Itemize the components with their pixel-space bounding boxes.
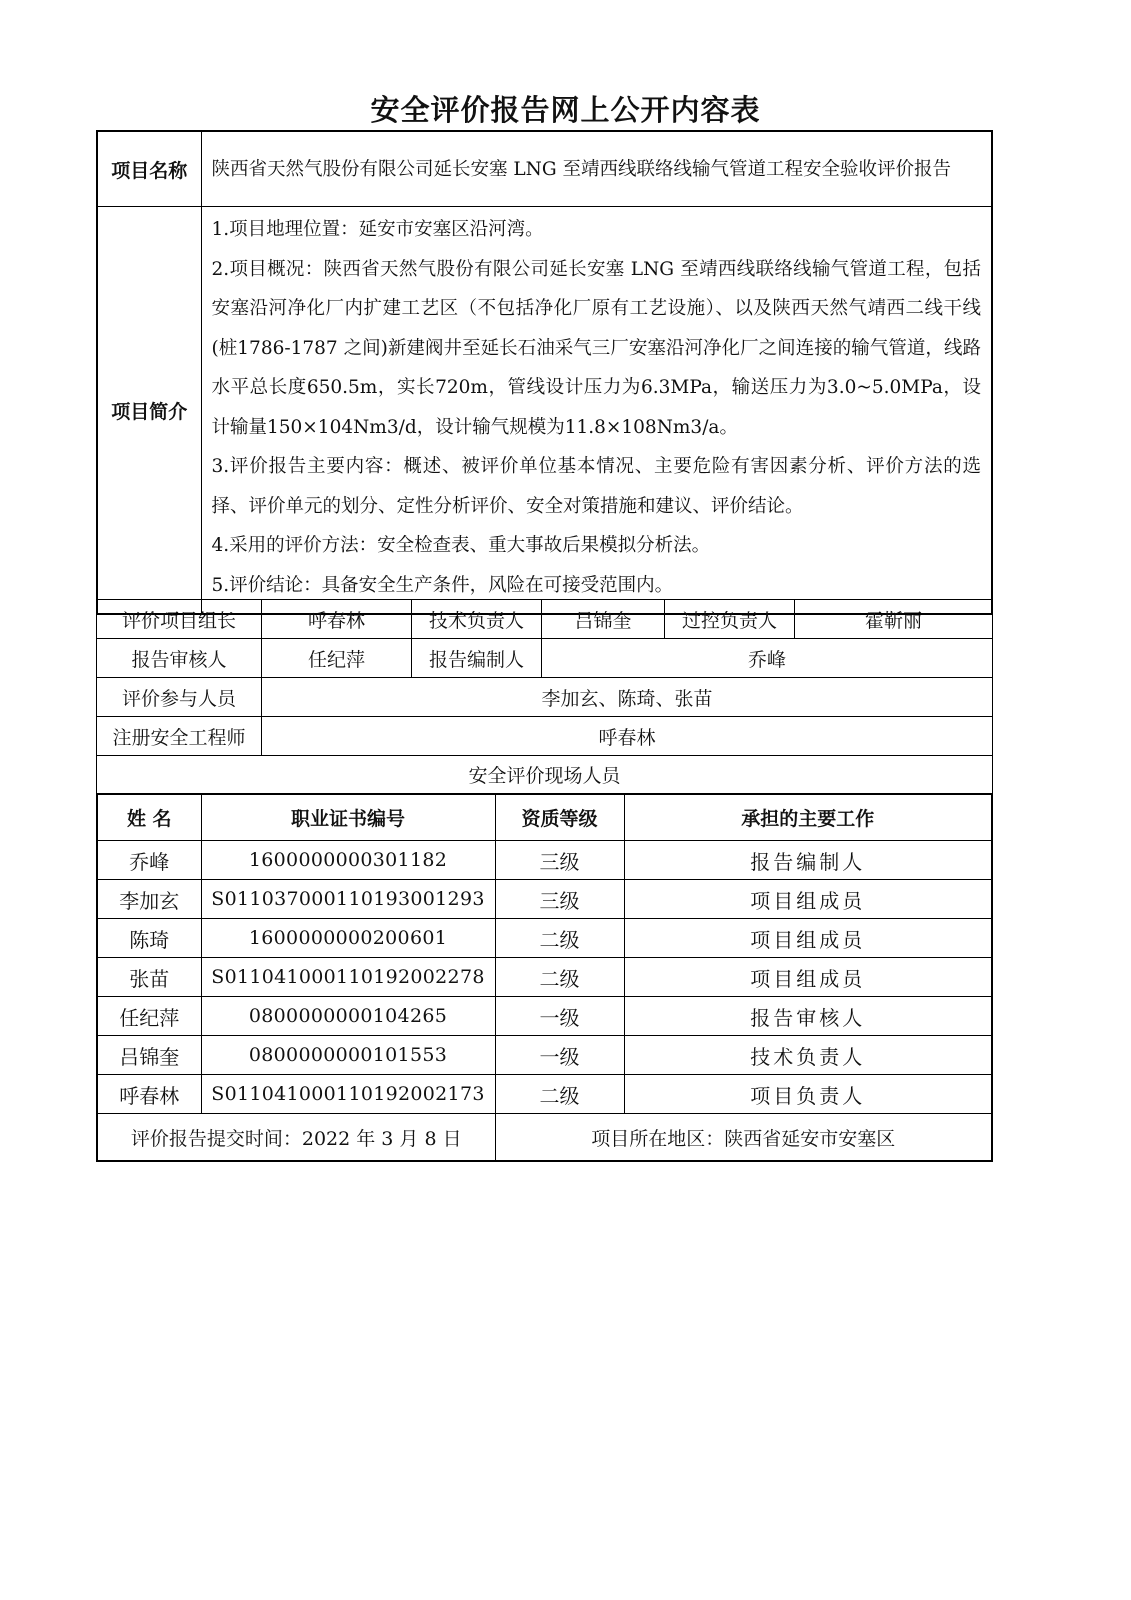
- header-cert-number: 职业证书编号: [201, 794, 495, 841]
- staff-work: 项目组成员: [624, 880, 992, 919]
- intro-paragraph: 2.项目概况：陕西省天然气股份有限公司延长安塞 LNG 至靖西线联络线输气管道工程，包括安塞沿河净化厂内扩建工艺区（不包括净化厂原有工艺设施）、以及陕西天然气靖西二线干线(桩1786-1787 之间)新建阀井至延长石油采气三厂安塞沿河净化厂之间连接的输气管道，线路水平总长度650.5m，实长720m，管线设计压力为6.3MPa，输送压力为3.0~5.0MPa，设计输量150×104Nm3/d，设计输气规模为11.8×108Nm3/a。: [211, 258, 981, 438]
- participants-label: 评价参与人员: [97, 678, 262, 717]
- staff-name: 吕锦奎: [97, 1036, 201, 1075]
- staff-cert-number: S011041000110192002173: [201, 1075, 495, 1114]
- header-qualification: 资质等级: [495, 794, 624, 841]
- staff-work: 技术负责人: [624, 1036, 992, 1075]
- staff-qualification: 一级: [495, 997, 624, 1036]
- staff-name: 呼春林: [97, 1075, 201, 1114]
- staff-name: 张苗: [97, 958, 201, 997]
- staff-work: 项目负责人: [624, 1075, 992, 1114]
- staff-header-row: [97, 794, 992, 841]
- header-main-work: 承担的主要工作: [624, 794, 992, 841]
- staff-qualification: 二级: [495, 919, 624, 958]
- staff-work: 项目组成员: [624, 919, 992, 958]
- staff-work: 项目组成员: [624, 958, 992, 997]
- site-staff-table: [96, 793, 993, 1162]
- table-row: [97, 958, 992, 997]
- process-lead-label: 过控负责人: [665, 600, 795, 639]
- page-title: 安全评价报告网上公开内容表: [370, 93, 761, 127]
- table-row: [97, 880, 992, 919]
- staff-cert-number: S011041000110192002278: [201, 958, 495, 997]
- roles-row-participants: [97, 678, 993, 717]
- tech-lead-value: 吕锦奎: [542, 600, 665, 639]
- author-value: 乔峰: [542, 639, 993, 678]
- engineer-label: 注册安全工程师: [97, 717, 262, 756]
- intro-paragraph: 1.项目地理位置：延安市安塞区沿河湾。: [211, 219, 544, 240]
- staff-qualification: 三级: [495, 841, 624, 880]
- participants-value: 李加玄、陈琦、张苗: [262, 678, 993, 717]
- project-region: 项目所在地区：陕西省延安市安塞区: [495, 1114, 992, 1162]
- staff-name: 乔峰: [97, 841, 201, 880]
- staff-cert-number: 0800000000104265: [201, 997, 495, 1036]
- roles-row-engineer: [97, 717, 993, 756]
- project-name-row: [97, 131, 992, 207]
- intro-paragraph: 3.评价报告主要内容：概述、被评价单位基本情况、主要危险有害因素分析、评价方法的选择、评价单元的划分、定性分析评价、安全对策措施和建议、评价结论。: [211, 456, 981, 517]
- roles-row-leader: [97, 600, 993, 639]
- staff-qualification: 二级: [495, 958, 624, 997]
- reviewer-label: 报告审核人: [97, 639, 262, 678]
- author-label: 报告编制人: [412, 639, 542, 678]
- roles-row-site-heading: [97, 756, 993, 794]
- staff-cert-number: 0800000000101553: [201, 1036, 495, 1075]
- project-name-label: 项目名称: [97, 131, 201, 207]
- header-name: 姓 名: [97, 794, 201, 841]
- project-intro-label: 项目简介: [97, 207, 201, 615]
- staff-cert-number: 1600000000200601: [201, 919, 495, 958]
- process-lead-value: 霍靳丽: [795, 600, 993, 639]
- table-row: [97, 1075, 992, 1114]
- personnel-roles-table: [96, 599, 993, 794]
- submit-time: 评价报告提交时间：2022 年 3 月 8 日: [97, 1114, 495, 1162]
- project-intro-row: [97, 207, 992, 615]
- project-name-value: 陕西省天然气股份有限公司延长安塞 LNG 至靖西线联络线输气管道工程安全验收评价报告: [201, 131, 992, 207]
- table-row: [97, 841, 992, 880]
- project-info-table: [96, 130, 993, 615]
- staff-cert-number: 1600000000301182: [201, 841, 495, 880]
- engineer-value: 呼春林: [262, 717, 993, 756]
- intro-paragraph: 4.采用的评价方法：安全检查表、重大事故后果模拟分析法。: [211, 535, 711, 556]
- leader-label: 评价项目组长: [97, 600, 262, 639]
- staff-name: 李加玄: [97, 880, 201, 919]
- table-row: [97, 1036, 992, 1075]
- intro-paragraph: 5.评价结论：具备安全生产条件，风险在可接受范围内。: [211, 574, 674, 596]
- staff-qualification: 二级: [495, 1075, 624, 1114]
- staff-work: 报告编制人: [624, 841, 992, 880]
- site-staff-heading: 安全评价现场人员: [97, 756, 993, 794]
- staff-qualification: 一级: [495, 1036, 624, 1075]
- project-intro-value: [201, 207, 992, 615]
- table-row: [97, 997, 992, 1036]
- staff-cert-number: S011037000110193001293: [201, 880, 495, 919]
- roles-row-review: [97, 639, 993, 678]
- staff-qualification: 三级: [495, 880, 624, 919]
- leader-value: 呼春林: [262, 600, 412, 639]
- staff-name: 任纪萍: [97, 997, 201, 1036]
- tech-lead-label: 技术负责人: [412, 600, 542, 639]
- table-row: [97, 919, 992, 958]
- staff-work: 报告审核人: [624, 997, 992, 1036]
- footer-row: [97, 1114, 992, 1162]
- staff-name: 陈琦: [97, 919, 201, 958]
- reviewer-value: 任纪萍: [262, 639, 412, 678]
